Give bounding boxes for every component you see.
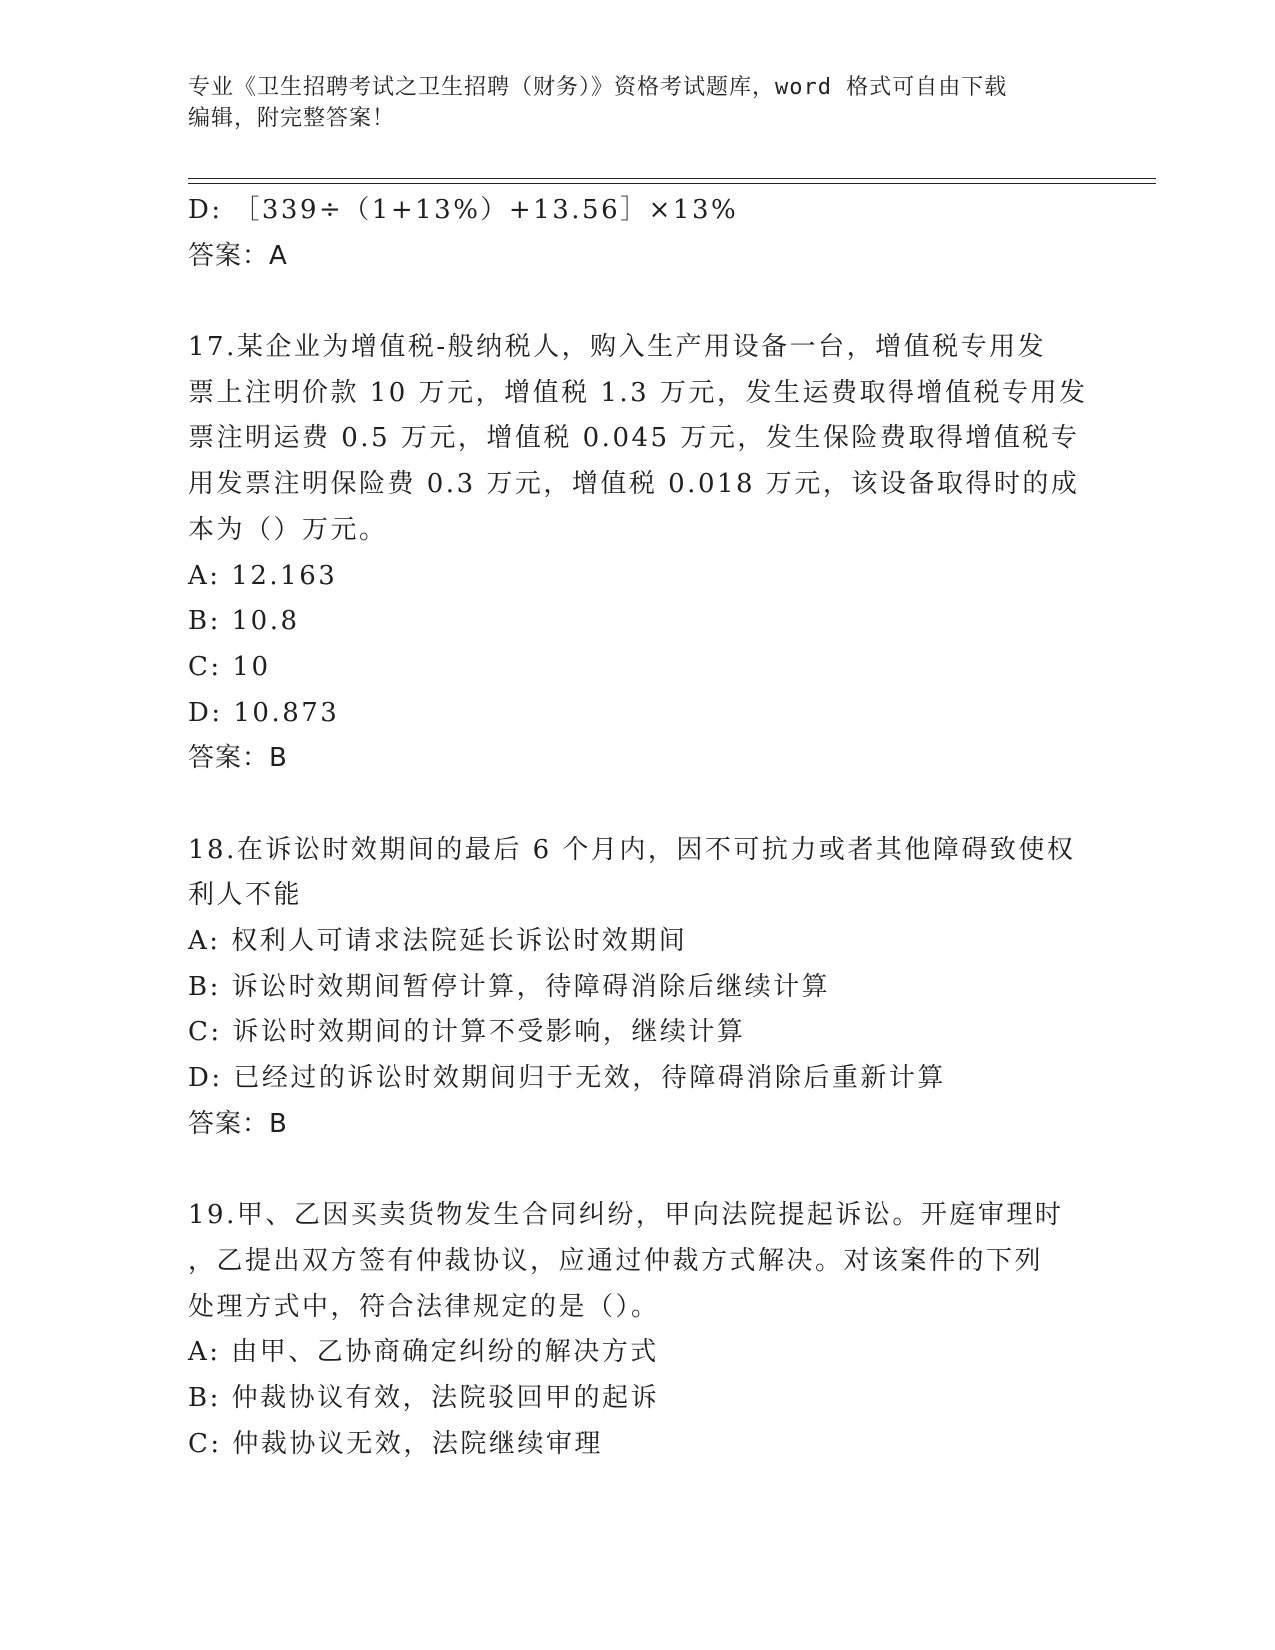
answer: 答案：B — [188, 743, 288, 774]
option-d: D: 已经过的诉讼时效期间归于无效，待障碍消除后重新计算 — [188, 1063, 946, 1094]
question-stem-line: ，乙提出双方签有仲裁协议，应通过仲裁方式解决。对该案件的下列 — [188, 1245, 1044, 1276]
header-line-2: 编辑，附完整答案！ — [188, 106, 396, 131]
answer: 答案：B — [188, 1108, 288, 1139]
header-rule-bottom — [188, 183, 1156, 184]
header-rule-top — [188, 178, 1156, 179]
question-17 — [188, 325, 1088, 782]
question-stem-line: 票上注明价款 10 万元，增值税 1.3 万元，发生运费取得增值税专用发 — [188, 377, 1088, 408]
question-stem-line: 本为（）万元。 — [188, 514, 388, 545]
option-d: D: 10.873 — [188, 697, 340, 728]
question-stem-line: 19.甲、乙因买卖货物发生合同纠纷，甲向法院提起诉讼。开庭审理时 — [188, 1200, 1064, 1231]
question-19 — [188, 1193, 1088, 1467]
option-b: B: 仲裁协议有效，法院驳回甲的起诉 — [188, 1382, 660, 1413]
option-d: D: ［339÷（1+13%）+13.56］×13% — [188, 195, 739, 225]
option-b: B: 10.8 — [188, 606, 300, 637]
option-c: C: 仲裁协议无效，法院继续审理 — [188, 1428, 603, 1459]
header-line-1: 专业《卫生招聘考试之卫生招聘（财务）》资格考试题库，word 格式可自由下载 — [188, 75, 1008, 100]
option-b: B: 诉讼时效期间暂停计算，待障碍消除后继续计算 — [188, 971, 831, 1002]
option-a: A: 12.163 — [188, 560, 338, 591]
question-stem-line: 用发票注明保险费 0.3 万元，增值税 0.018 万元，该设备取得时的成 — [188, 469, 1080, 500]
question-16 — [188, 188, 1088, 279]
question-18 — [188, 828, 1088, 1148]
answer: 答案：A — [188, 240, 288, 271]
option-a: A: 权利人可请求法院延长诉讼时效期间 — [188, 926, 688, 956]
question-stem-line: 票注明运费 0.5 万元，增值税 0.045 万元，发生保险费取得增值税专 — [188, 423, 1080, 454]
question-stem-line: 处理方式中，符合法律规定的是（）。 — [188, 1291, 660, 1322]
question-stem-line: 利人不能 — [188, 880, 303, 911]
option-a: A: 由甲、乙协商确定纠纷的解决方式 — [188, 1337, 659, 1368]
option-c: C: 诉讼时效期间的计算不受影响，继续计算 — [188, 1017, 746, 1048]
page-header — [188, 72, 1088, 134]
question-stem-line: 17.某企业为增值税-般纳税人，购入生产用设备一台，增值税专用发 — [188, 332, 1047, 363]
option-c: C: 10 — [188, 651, 271, 682]
question-content — [188, 188, 1088, 1467]
question-stem-line: 18.在诉讼时效期间的最后 6 个月内，因不可抗力或者其他障碍致使权 — [188, 834, 1076, 865]
